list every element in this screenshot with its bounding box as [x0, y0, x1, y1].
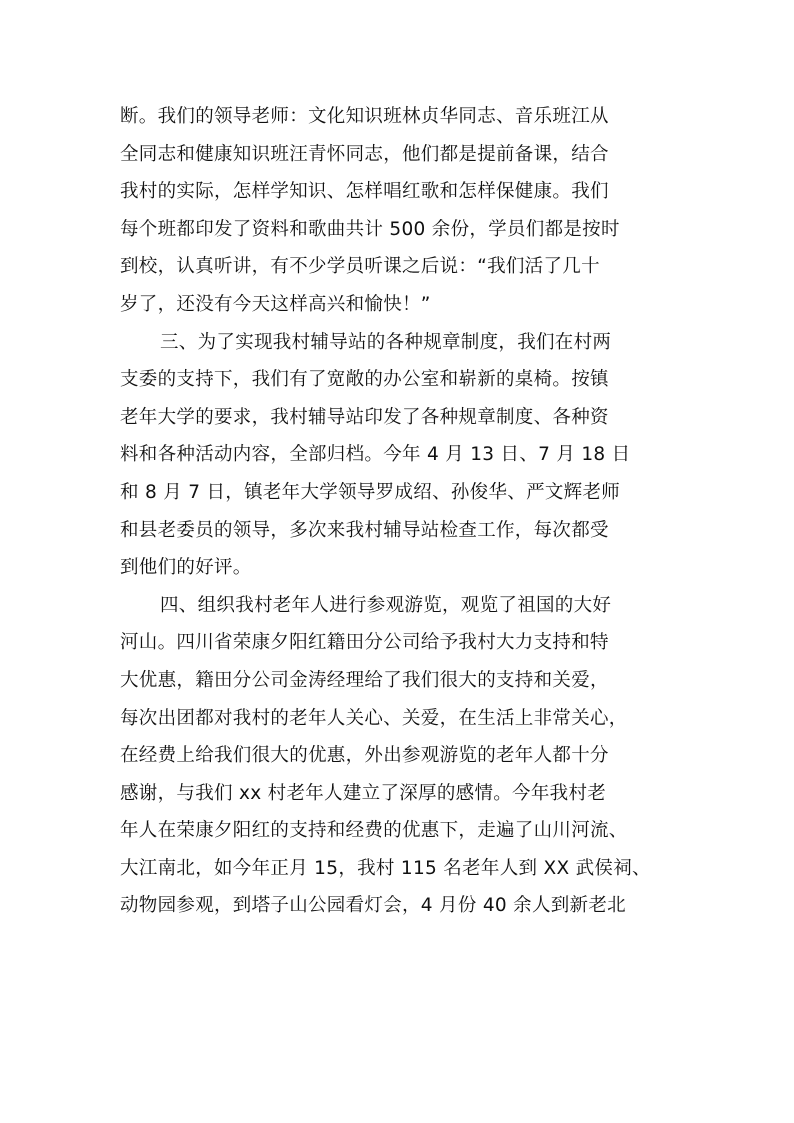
text-line: 支委的支持下，我们有了宽敞的办公室和崭新的桌椅。按镇: [120, 369, 609, 391]
text-line: 年人在荣康夕阳红的支持和经费的优惠下，走遍了山川河流、: [120, 820, 628, 842]
text-line: 和 8 月 7 日，镇老年大学领导罗成绍、孙俊华、严文辉老师: [120, 481, 621, 503]
text-line: 三、为了实现我村辅导站的各种规章制度，我们在村两: [160, 331, 612, 353]
paragraph-2: [120, 324, 680, 587]
text-line: 我村的实际，怎样学知识、怎样唱红歌和怎样保健康。我们: [120, 181, 609, 203]
text-line: 每个班都印发了资料和歌曲共计 500 余份，学员们都是按时: [120, 218, 620, 240]
text-line: 料和各种活动内容，全部归档。今年 4 月 13 日、7 月 18 日: [120, 444, 631, 466]
text-line: 河山。四川省荣康夕阳红籍田分公司给予我村大力支持和特: [120, 632, 609, 654]
text-line: 大优惠，籍田分公司金涛经理给了我们很大的支持和关爱，: [120, 669, 609, 691]
text-line: 到他们的好评。: [120, 557, 252, 579]
paragraph-1: [120, 98, 680, 324]
text-line: 每次出团都对我村的老年人关心、关爱，在生活上非常关心，: [120, 707, 628, 729]
document-page: [120, 98, 680, 925]
text-line: 到校，认真听讲，有不少学员听课之后说：“我们活了几十: [120, 256, 600, 278]
text-line: 和县老委员的领导，多次来我村辅导站检查工作，每次都受: [120, 519, 609, 541]
paragraph-3: [120, 587, 680, 925]
text-line: 在经费上给我们很大的优惠，外出参观游览的老年人都十分: [120, 745, 609, 767]
text-line: 全同志和健康知识班汪青怀同志，他们都是提前备课，结合: [120, 143, 609, 165]
text-line: 动物园参观，到塔子山公园看灯会，4 月份 40 余人到新老北: [120, 895, 626, 917]
text-line: 岁了，还没有今天这样高兴和愉快！”: [120, 293, 431, 315]
text-line: 断。我们的领导老师：文化知识班林贞华同志、音乐班江从: [120, 106, 609, 127]
text-line: 感谢，与我们 xx 村老年人建立了深厚的感情。今年我村老: [120, 782, 607, 804]
text-line: 四、组织我村老年人进行参观游览，观览了祖国的大好: [160, 594, 612, 616]
text-line: 大江南北，如今年正月 15，我村 115 名老年人到 XX 武侯祠、: [120, 857, 651, 879]
text-line: 老年大学的要求，我村辅导站印发了各种规章制度、各种资: [120, 406, 609, 428]
